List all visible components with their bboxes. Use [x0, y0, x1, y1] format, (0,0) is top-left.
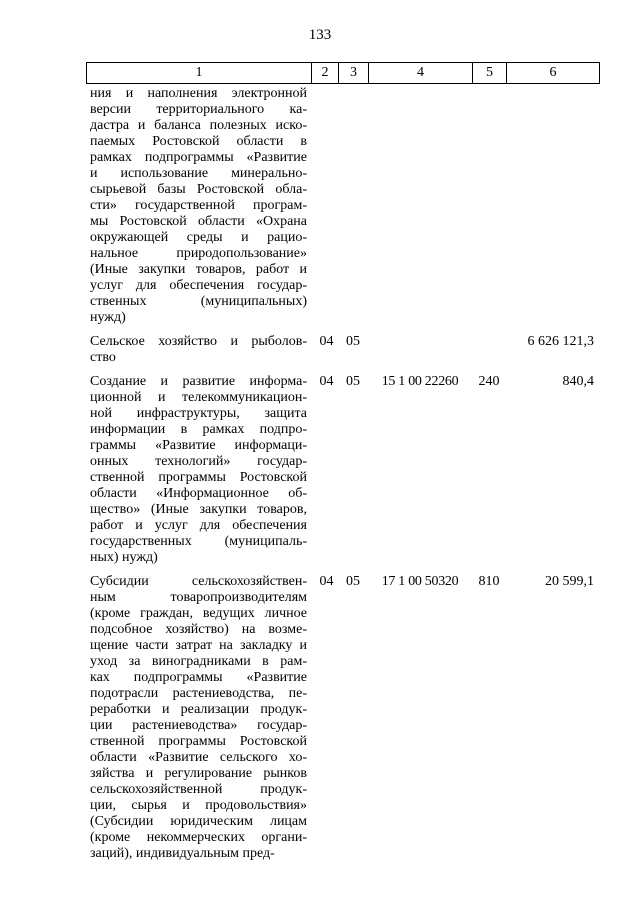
description-line: ния и наполнения электронной — [90, 86, 307, 101]
amount: 20 599,1 — [545, 574, 594, 589]
table-row — [86, 86, 600, 326]
description-line: реработки и реализации продук- — [90, 702, 307, 717]
description-line: (Субсидии юридическим лицам — [90, 814, 307, 829]
target-article-code: 17 1 00 50320 — [381, 574, 459, 589]
description-line: рамках подпрограммы «Развитие — [90, 150, 307, 165]
column-header-3: 3 — [339, 63, 369, 83]
subsection-code: 05 — [346, 334, 360, 349]
description-line: паемых Ростовской области в — [90, 134, 307, 149]
description-line: мы Ростовской области «Охрана — [90, 214, 307, 229]
row-description — [86, 86, 311, 326]
description-line: ственной программы Ростовской — [90, 734, 307, 749]
description-line: онных технологий» государ- — [90, 454, 307, 469]
subsection-code — [338, 86, 368, 326]
description-line: граммы «Развитие информаци- — [90, 438, 307, 453]
description-line: ство — [90, 350, 116, 365]
description-line: дастра и баланса полезных иско- — [90, 118, 307, 133]
description-line: ционной и телекоммуникацион- — [90, 390, 307, 405]
target-article-code: 15 1 00 22260 — [381, 374, 459, 389]
column-header-5: 5 — [473, 63, 507, 83]
column-header-4: 4 — [369, 63, 473, 83]
amount: 840,4 — [562, 374, 594, 389]
section-code: 04 — [319, 334, 334, 349]
description-line: (кроме некоммерческих органи- — [90, 830, 307, 845]
section-code: 04 — [319, 374, 334, 389]
table-body — [86, 86, 600, 862]
description-line: работ и услуг для обеспечения — [90, 518, 307, 533]
table-row — [86, 574, 600, 862]
description-line: нужд) — [90, 310, 126, 325]
table-row — [86, 334, 600, 366]
table-header-row — [86, 62, 600, 84]
column-header-2: 2 — [312, 63, 339, 83]
description-line: (кроме граждан, ведущих личное — [90, 606, 307, 621]
description-line: нальное природопользование» — [90, 246, 307, 261]
description-line: Создание и развитие информа- — [90, 374, 307, 389]
description-line: ным товаропроизводителям — [90, 590, 307, 605]
target-article-code — [368, 334, 472, 366]
expense-type-code — [472, 86, 506, 326]
description-line: заций), индивидуальным пред- — [90, 846, 275, 861]
description-line: сельскохозяйственной продук- — [90, 782, 307, 797]
description-line: окружающей среды и рацио- — [90, 230, 307, 245]
column-header-1: 1 — [87, 63, 312, 83]
description-line: ственной программы Ростовской — [90, 470, 307, 485]
table-row — [86, 374, 600, 566]
description-line: области «Развитие сельского хо- — [90, 750, 307, 765]
expense-type-code — [472, 334, 506, 366]
amount — [506, 86, 598, 326]
description-line: Субсидии сельскохозяйствен- — [90, 574, 307, 589]
page-number: 133 — [308, 27, 332, 43]
description-line: (Иные закупки товаров, работ и — [90, 262, 307, 277]
description-line: сти» государственной програм- — [90, 198, 307, 213]
description-line: информации в рамках подпро- — [90, 422, 307, 437]
target-article-code — [368, 86, 472, 326]
description-line: уход за виноградниками в рам- — [90, 654, 307, 669]
description-line: сырьевой базы Ростовской обла- — [90, 182, 307, 197]
row-description — [86, 334, 311, 366]
expense-type-code: 810 — [478, 574, 500, 589]
row-description — [86, 374, 311, 566]
description-line: государственных (муниципаль- — [90, 534, 307, 549]
expense-type-code: 240 — [478, 374, 500, 389]
description-line: подсобное хозяйство) на возме- — [90, 622, 307, 637]
description-line: Сельское хозяйство и рыболов- — [90, 334, 307, 349]
description-line: ции растениеводства» государ- — [90, 718, 307, 733]
description-line: зяйства и регулирование рынков — [90, 766, 307, 781]
amount: 6 626 121,3 — [527, 334, 594, 349]
description-line: ных) нужд) — [90, 550, 158, 565]
description-line: щение части затрат на закладку и — [90, 638, 307, 653]
section-code — [311, 86, 338, 326]
description-line: и использование минерально- — [90, 166, 307, 181]
column-header-6: 6 — [549, 65, 557, 80]
subsection-code: 05 — [346, 374, 360, 389]
description-line: щество» (Иные закупки товаров, — [90, 502, 307, 517]
description-line: услуг для обеспечения государ- — [90, 278, 307, 293]
description-line: версии территориального ка- — [90, 102, 307, 117]
description-line: ной инфраструктуры, защита — [90, 406, 307, 421]
description-line: ции, сырья и продовольствия» — [90, 798, 307, 813]
subsection-code: 05 — [346, 574, 360, 589]
section-code: 04 — [319, 574, 334, 589]
description-line: ственных (муниципальных) — [90, 294, 307, 309]
description-line: ках подпрограммы «Развитие — [90, 670, 307, 685]
description-line: области «Информационное об- — [90, 486, 307, 501]
row-description — [86, 574, 311, 862]
description-line: подотрасли растениеводства, пе- — [90, 686, 307, 701]
